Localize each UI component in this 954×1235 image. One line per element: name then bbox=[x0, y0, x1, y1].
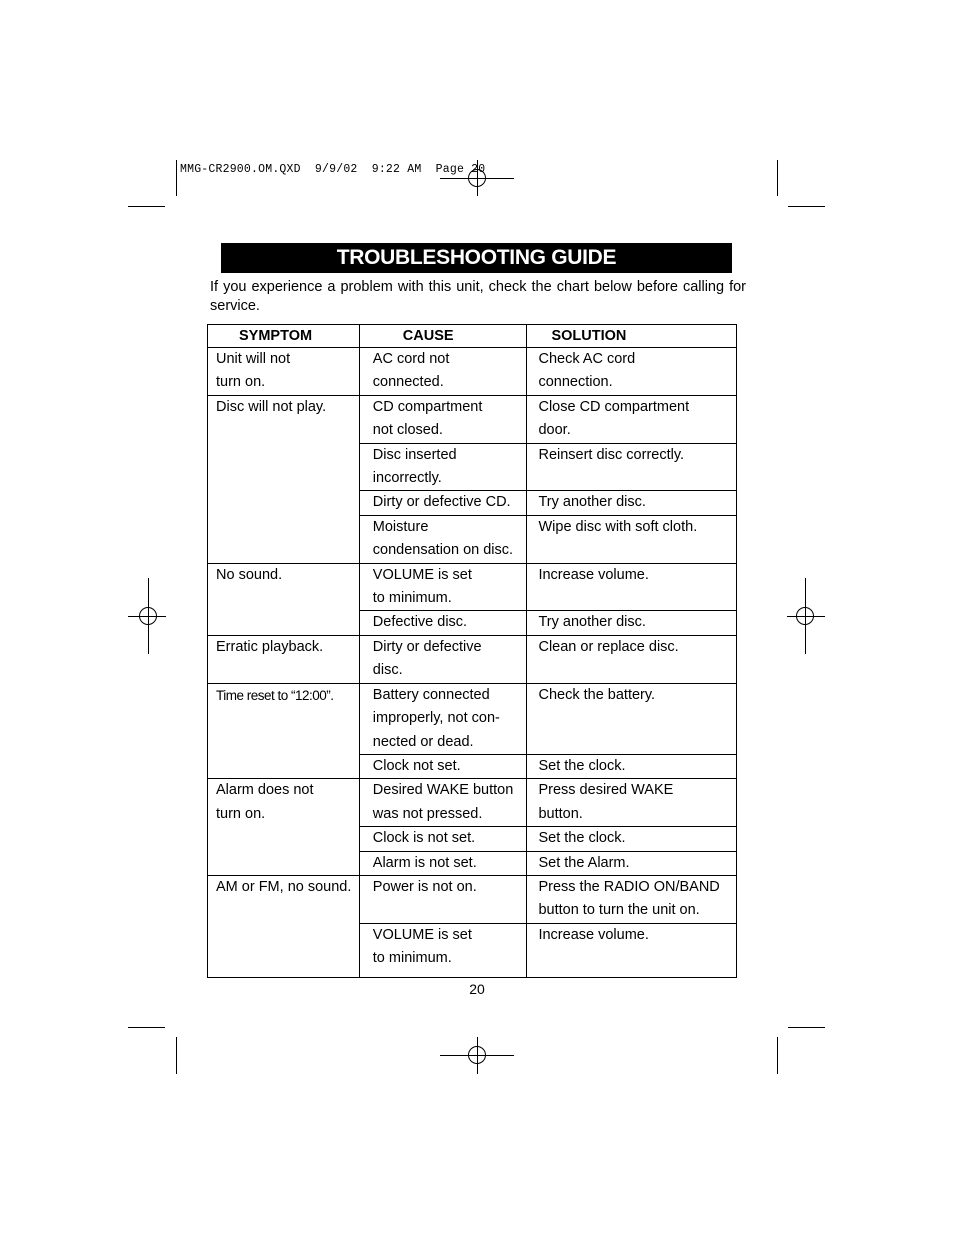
solution-cell-line: door. bbox=[538, 422, 571, 439]
cause-cell-line: Disc inserted bbox=[372, 446, 457, 463]
solution-cell bbox=[527, 611, 737, 635]
symptom-cell bbox=[208, 779, 360, 876]
crop-mark-top-right-h bbox=[788, 206, 825, 207]
print-slug-line: MMG-CR2900.OM.QXD 9/9/02 9:22 AM Page 20 bbox=[180, 163, 486, 176]
cause-cell bbox=[359, 827, 527, 851]
cause-cell-line: Clock is not set. bbox=[372, 830, 476, 847]
cause-cell bbox=[359, 683, 527, 754]
cause-cell bbox=[359, 443, 527, 491]
cause-cell bbox=[359, 875, 527, 923]
cause-cell bbox=[359, 515, 527, 563]
solution-cell-line: Increase volume. bbox=[538, 926, 649, 943]
cause-cell-line: Desired WAKE button bbox=[372, 782, 514, 799]
symptom-cell bbox=[208, 683, 360, 779]
crop-mark-bottom-left-v bbox=[176, 1037, 177, 1074]
crop-mark-top-left-v bbox=[176, 160, 177, 196]
symptom-cell-line: Disc will not play. bbox=[216, 398, 327, 415]
page-title: TROUBLESHOOTING GUIDE bbox=[336, 246, 617, 269]
cause-cell bbox=[359, 923, 527, 977]
cause-cell bbox=[359, 779, 527, 827]
solution-cell-line: button. bbox=[538, 805, 583, 822]
solution-cell-line: Clean or replace disc. bbox=[538, 638, 679, 655]
cause-cell-line: VOLUME is set bbox=[372, 566, 472, 583]
cause-cell-line: Battery connected bbox=[372, 686, 490, 703]
cause-cell-line: nected or dead. bbox=[372, 733, 474, 750]
cause-cell-line: Dirty or defective CD. bbox=[372, 494, 511, 511]
solution-cell bbox=[527, 754, 737, 778]
solution-cell-line: button to turn the unit on. bbox=[538, 902, 700, 919]
solution-cell bbox=[527, 491, 737, 515]
table-row bbox=[208, 395, 737, 443]
cause-cell-line: CD compartment bbox=[372, 398, 483, 415]
cause-cell-line: Defective disc. bbox=[372, 614, 468, 631]
solution-cell bbox=[527, 443, 737, 491]
cause-cell-line: to minimum. bbox=[372, 590, 452, 607]
symptom-cell bbox=[208, 395, 360, 563]
symptom-cell-line: Alarm does not bbox=[216, 782, 314, 799]
symptom-cell bbox=[208, 635, 360, 683]
cause-cell-line: Clock not set. bbox=[372, 757, 461, 774]
cause-cell-line: Dirty or defective bbox=[372, 638, 482, 655]
table-row bbox=[208, 348, 737, 396]
cause-cell bbox=[359, 395, 527, 443]
solution-cell-line: Wipe disc with soft cloth. bbox=[538, 518, 698, 535]
cause-cell bbox=[359, 563, 527, 611]
crop-mark-bottom-left-h bbox=[128, 1027, 165, 1028]
table-header-row bbox=[208, 325, 737, 348]
cause-cell-line: VOLUME is set bbox=[372, 926, 472, 943]
symptom-cell-line: AM or FM, no sound. bbox=[216, 878, 352, 895]
solution-cell-line: Try another disc. bbox=[538, 494, 646, 511]
intro-paragraph: If you experience a problem with this unit, check the chart below before calling for service. bbox=[210, 279, 746, 314]
solution-cell-line: Press desired WAKE bbox=[538, 782, 674, 799]
crop-mark-top-left-h bbox=[128, 206, 165, 207]
crop-mark-bottom-right-h bbox=[788, 1027, 825, 1028]
cause-cell-line: disc. bbox=[372, 662, 403, 679]
solution-cell bbox=[527, 515, 737, 563]
symptom-cell bbox=[208, 563, 360, 635]
crop-mark-bottom-right-v bbox=[777, 1037, 778, 1074]
title-banner bbox=[221, 243, 732, 273]
table-row bbox=[208, 563, 737, 611]
solution-cell-line: Try another disc. bbox=[538, 614, 646, 631]
cause-cell bbox=[359, 611, 527, 635]
cause-cell-line: was not pressed. bbox=[372, 805, 483, 822]
solution-cell bbox=[527, 635, 737, 683]
table-row bbox=[208, 635, 737, 683]
solution-cell-line: Set the clock. bbox=[538, 757, 626, 774]
solution-cell bbox=[527, 348, 737, 396]
cause-cell bbox=[359, 635, 527, 683]
solution-cell bbox=[527, 875, 737, 923]
registration-target-right bbox=[796, 607, 814, 625]
cause-cell-line: Power is not on. bbox=[372, 878, 477, 895]
solution-cell bbox=[527, 683, 737, 754]
solution-cell-line: Check AC cord bbox=[538, 351, 636, 367]
registration-target-left bbox=[139, 607, 157, 625]
table-row bbox=[208, 683, 737, 754]
table-row bbox=[208, 875, 737, 923]
symptom-cell-line: Time reset to “12:00”. bbox=[216, 687, 334, 703]
cause-cell-line: condensation on disc. bbox=[372, 542, 514, 559]
solution-cell-line: Set the clock. bbox=[538, 830, 626, 847]
solution-cell-line: Reinsert disc correctly. bbox=[538, 446, 685, 463]
cause-cell bbox=[359, 754, 527, 778]
solution-cell bbox=[527, 923, 737, 977]
solution-cell bbox=[527, 779, 737, 827]
cause-cell-line: AC cord not bbox=[372, 351, 450, 367]
symptom-cell-line: turn on. bbox=[216, 374, 266, 391]
symptom-cell bbox=[208, 348, 360, 396]
troubleshooting-table bbox=[207, 324, 737, 978]
header-symptom: SYMPTOM bbox=[208, 325, 360, 348]
solution-cell bbox=[527, 563, 737, 611]
symptom-cell bbox=[208, 875, 360, 977]
cause-cell-line: not closed. bbox=[372, 422, 443, 439]
cause-cell-line: incorrectly. bbox=[372, 470, 442, 487]
table-row bbox=[208, 779, 737, 827]
symptom-cell-line: No sound. bbox=[216, 566, 283, 583]
header-solution: SOLUTION bbox=[527, 325, 737, 348]
solution-cell-line: Increase volume. bbox=[538, 566, 649, 583]
solution-cell-line: Check the battery. bbox=[538, 686, 656, 703]
symptom-cell-line: Unit will not bbox=[216, 351, 291, 367]
cause-cell-line: connected. bbox=[372, 374, 444, 391]
cause-cell bbox=[359, 851, 527, 875]
cause-cell-line: improperly, not con- bbox=[372, 710, 500, 727]
cause-cell-line: Moisture bbox=[372, 518, 429, 535]
cause-cell bbox=[359, 348, 527, 396]
cause-cell bbox=[359, 491, 527, 515]
symptom-cell-line: Erratic playback. bbox=[216, 638, 324, 655]
cause-cell-line: to minimum. bbox=[372, 950, 452, 967]
registration-target-bottom bbox=[468, 1046, 486, 1064]
symptom-cell-line: turn on. bbox=[216, 805, 266, 822]
solution-cell-line: Press the RADIO ON/BAND bbox=[538, 878, 720, 895]
solution-cell bbox=[527, 395, 737, 443]
header-cause: CAUSE bbox=[359, 325, 527, 348]
page-number: 20 bbox=[469, 981, 485, 997]
solution-cell-line: connection. bbox=[538, 374, 613, 391]
solution-cell-line: Set the Alarm. bbox=[538, 854, 630, 871]
table-body bbox=[208, 348, 737, 978]
solution-cell bbox=[527, 827, 737, 851]
crop-mark-top-right-v bbox=[777, 160, 778, 196]
solution-cell bbox=[527, 851, 737, 875]
solution-cell-line: Close CD compartment bbox=[538, 398, 690, 415]
cause-cell-line: Alarm is not set. bbox=[372, 854, 477, 871]
